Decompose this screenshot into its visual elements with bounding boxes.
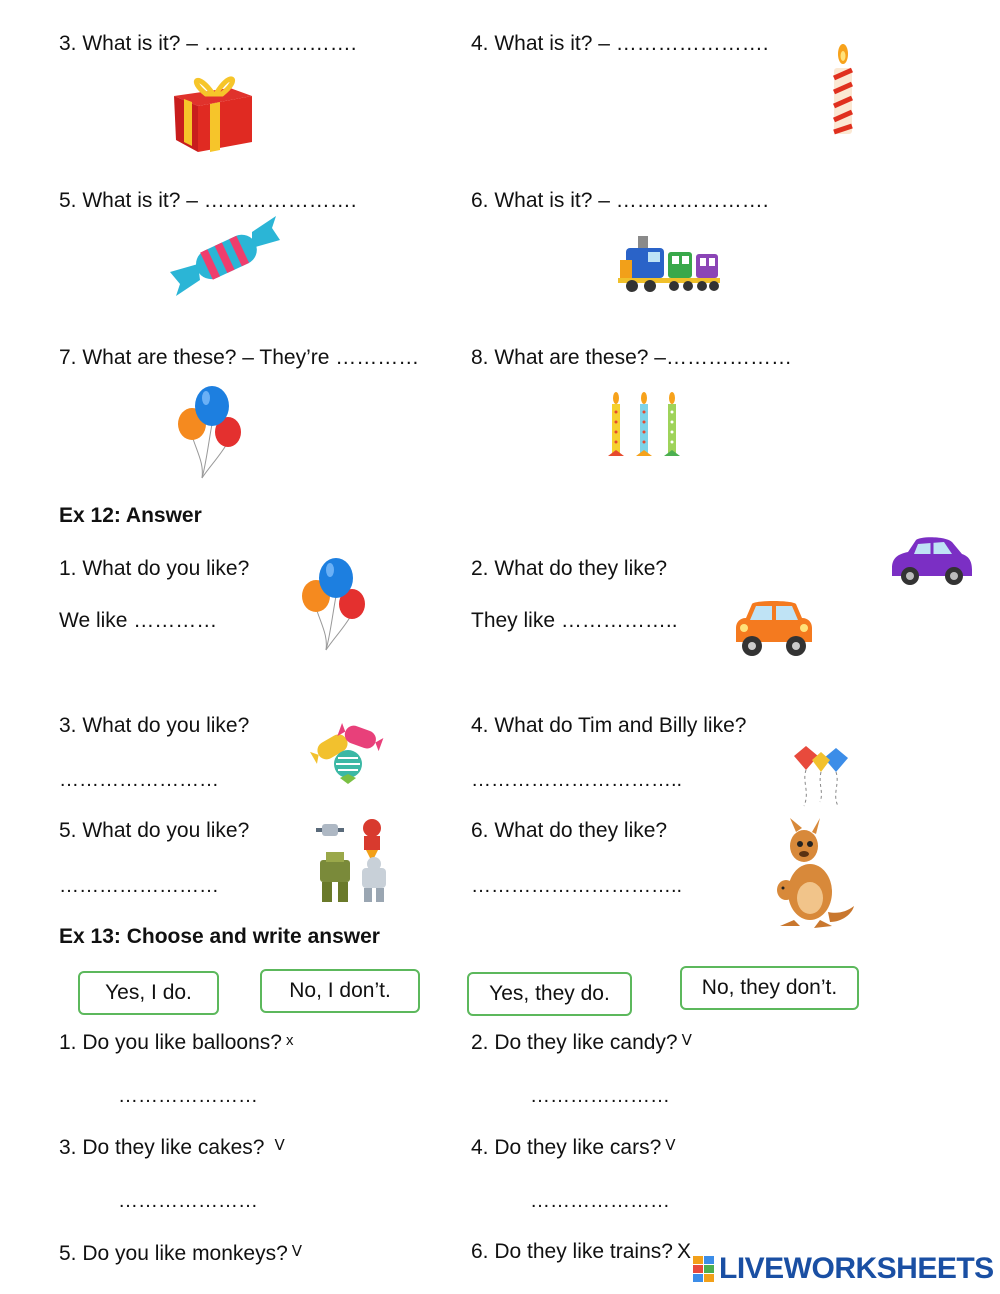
option-yes-i-do[interactable]: Yes, I do. xyxy=(78,971,219,1015)
ex12-question-1: 1. What do you like? xyxy=(59,557,250,580)
ex13-question-5-text: 5. Do you like monkeys? xyxy=(59,1242,288,1265)
ex13-question-6 xyxy=(471,1240,691,1264)
balloons-icon xyxy=(172,384,244,480)
gift-box-icon xyxy=(168,66,258,156)
ex11-question-6: 6. What is it? – …………………. xyxy=(471,189,769,212)
ex11-question-4: 4. What is it? – …………………. xyxy=(471,32,769,55)
ex13-answer-3[interactable]: ………………… xyxy=(118,1190,258,1212)
like-mark: ᐯ xyxy=(291,1243,303,1260)
ex12-answer-2[interactable]: They like …………….. xyxy=(471,609,678,632)
candies-icon xyxy=(310,716,388,786)
ex13-title: Ex 13: Choose and write answer xyxy=(59,925,380,948)
ex13-question-3-text: 3. Do they like cakes? xyxy=(59,1136,265,1159)
candle-icon xyxy=(826,42,860,138)
ex12-question-4: 4. What do Tim and Billy like? xyxy=(471,714,747,737)
robots-icon xyxy=(312,818,394,906)
ex13-answer-1[interactable]: ………………… xyxy=(118,1085,258,1107)
ex13-question-4-text: 4. Do they like cars? xyxy=(471,1136,662,1159)
ex12-answer-6[interactable]: ………………………….. xyxy=(471,875,683,897)
like-mark: ᐯ xyxy=(665,1137,676,1154)
kites-icon xyxy=(790,742,852,810)
kangaroo-icon xyxy=(770,818,854,930)
purple-car-icon xyxy=(888,532,974,588)
option-no-they-dont[interactable]: No, they don’t. xyxy=(680,966,859,1010)
ex13-question-1-text: 1. Do you like balloons? xyxy=(59,1031,282,1054)
ex12-question-2: 2. What do they like? xyxy=(471,557,668,580)
ex12-question-3: 3. What do you like? xyxy=(59,714,250,737)
ex13-answer-4[interactable]: ………………… xyxy=(530,1190,670,1212)
candles-icon xyxy=(602,390,692,460)
liveworksheets-logo[interactable] xyxy=(692,1252,994,1286)
ex13-question-5 xyxy=(59,1240,302,1266)
ex12-answer-1[interactable]: We like ………… xyxy=(59,609,218,632)
blocks-icon xyxy=(692,1254,716,1284)
ex12-answer-3[interactable]: …………………… xyxy=(59,769,219,791)
option-no-i-dont[interactable]: No, I don’t. xyxy=(260,969,420,1013)
ex11-question-5: 5. What is it? – …………………. xyxy=(59,189,357,212)
ex11-question-3: 3. What is it? – …………………. xyxy=(59,32,357,55)
toy-train-icon xyxy=(616,234,722,296)
ex12-question-6: 6. What do they like? xyxy=(471,819,668,842)
ex13-question-4 xyxy=(471,1134,676,1160)
ex12-title: Ex 12: Answer xyxy=(59,504,202,527)
ex12-answer-5[interactable]: …………………… xyxy=(59,875,219,897)
ex13-question-3 xyxy=(59,1134,285,1160)
dislike-mark: x xyxy=(285,1032,294,1049)
ex11-question-8: 8. What are these? –……………… xyxy=(471,346,792,369)
ex13-question-6-text: 6. Do they like trains? xyxy=(471,1240,673,1263)
ex13-question-2 xyxy=(471,1029,692,1055)
like-mark: ᐯ xyxy=(274,1137,285,1154)
balloons-icon xyxy=(296,556,368,652)
ex11-question-7: 7. What are these? – They’re ………… xyxy=(59,346,420,369)
car-icon xyxy=(730,598,816,660)
ex12-question-5: 5. What do you like? xyxy=(59,819,250,842)
dislike-mark: X xyxy=(676,1240,691,1263)
option-yes-they-do[interactable]: Yes, they do. xyxy=(467,972,632,1016)
candy-icon xyxy=(168,214,284,300)
ex13-answer-2[interactable]: ………………… xyxy=(530,1085,670,1107)
ex13-question-1 xyxy=(59,1029,293,1055)
ex13-question-2-text: 2. Do they like candy? xyxy=(471,1031,678,1054)
brand-name: LIVEWORKSHEETS xyxy=(719,1252,994,1285)
like-mark: ᐯ xyxy=(681,1032,692,1049)
ex12-answer-4[interactable]: ………………………….. xyxy=(471,769,683,791)
